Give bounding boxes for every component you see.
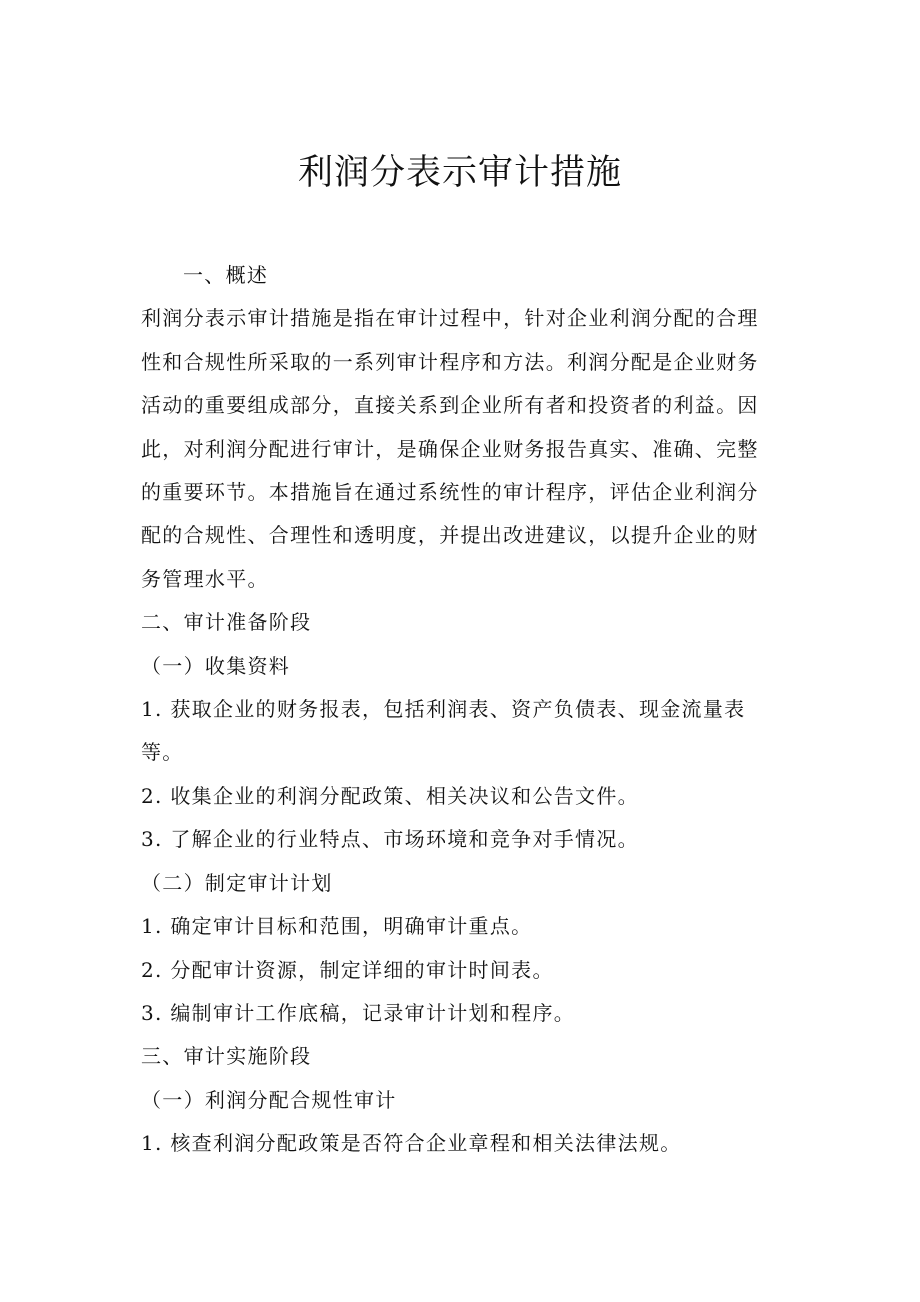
- list-item: 1. 核查利润分配政策是否符合企业章程和相关法律法规。: [141, 1131, 682, 1156]
- list-item: 1. 获取企业的财务报表，包括利润表、资产负债表、现金流量表等。: [141, 697, 746, 765]
- list-item: 2. 分配审计资源，制定详细的审计时间表。: [141, 957, 554, 982]
- document-title: 利润分表示审计措施: [297, 153, 622, 193]
- list-item: 2. 收集企业的利润分配政策、相关决议和公告文件。: [141, 783, 639, 808]
- document-body: [141, 254, 773, 1166]
- section-heading-preparation: 二、审计准备阶段: [141, 610, 312, 635]
- subsection-heading-collect-data: （一）收集资料: [141, 653, 291, 678]
- subsection-heading-compliance-audit: （一）利润分配合规性审计: [141, 1087, 397, 1112]
- overview-paragraph: 利润分表示审计措施是指在审计过程中，针对企业利润分配的合理性和合规性所采取的一系列审计程序和方法。利润分配是企业财务活动的重要组成部分，直接关系到企业所有者和投资者的利益。因此，对利润分配进行审计，是确保企业财务报告真实、准确、完整的重要环节。本措施旨在通过系统性的审计程序，评估企业利润分配的合规性、合理性和透明度，并提出改进建议，以提升企业的财务管理水平。: [141, 306, 759, 591]
- subsection-heading-audit-plan: （二）制定审计计划: [141, 870, 333, 895]
- list-item: 1. 确定审计目标和范围，明确审计重点。: [141, 914, 533, 939]
- list-item: 3. 编制审计工作底稿，记录审计计划和程序。: [141, 1000, 576, 1025]
- list-item: 3. 了解企业的行业特点、市场环境和竞争对手情况。: [141, 827, 639, 852]
- section-heading-overview: 一、概述: [183, 263, 269, 287]
- section-heading-implementation: 三、审计实施阶段: [141, 1044, 312, 1069]
